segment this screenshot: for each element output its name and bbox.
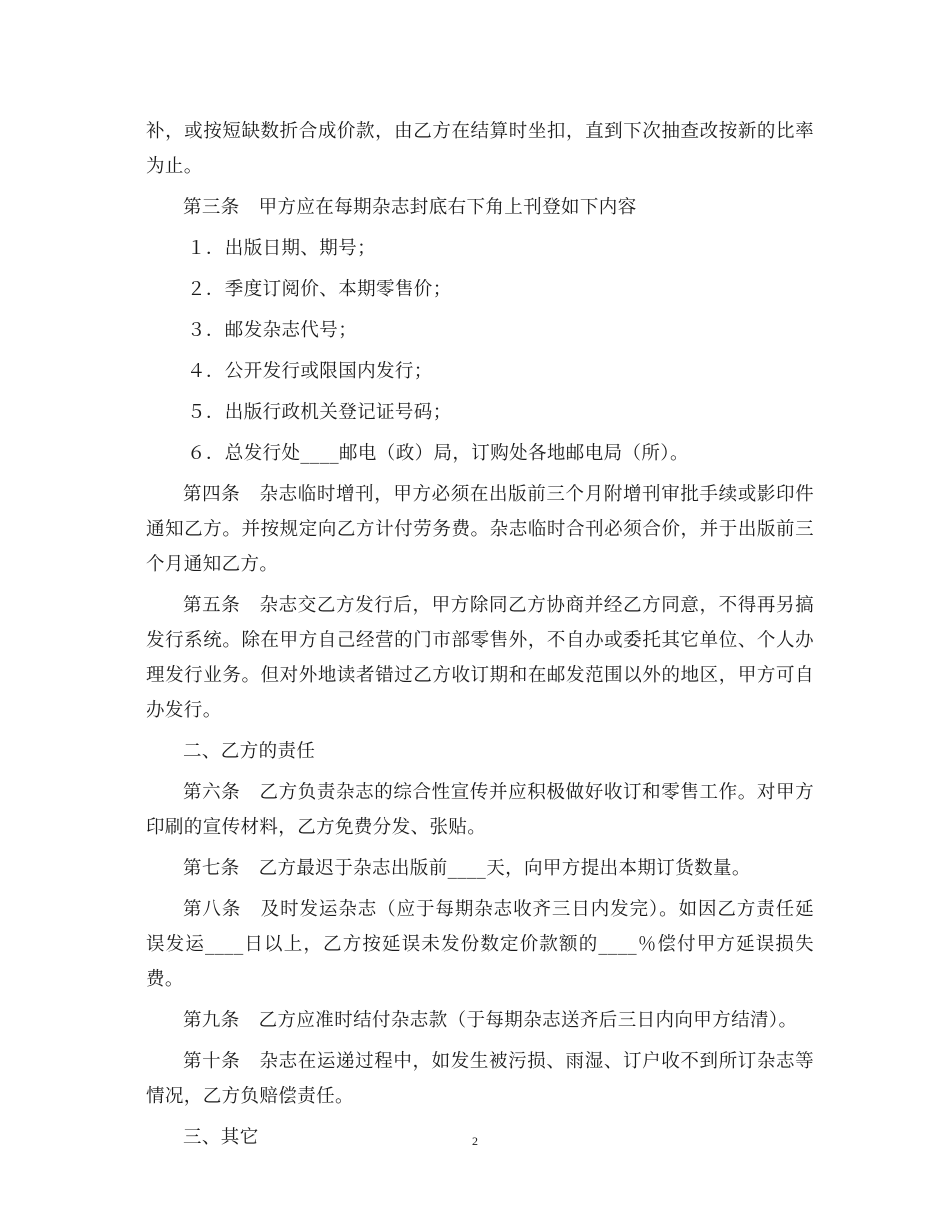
document-body [146,114,814,1161]
article-7: 第七条 乙方最迟于杂志出版前____天，向甲方提出本期订货数量。 [183,858,751,879]
article-6: 第六条 乙方负责杂志的综合性宣传并应积极做好收订和零售工作。对甲方印刷的宣传材料，乙方免费分发、张贴。 [146,782,814,838]
article-3-heading: 第三条 甲方应在每期杂志封底右下角上刊登如下内容 [183,197,637,218]
section-heading-other: 三、其它 [183,1127,259,1148]
list-item-5: ５．出版行政机关登记证号码； [187,402,452,423]
list-item-2: ２．季度订阅价、本期零售价； [187,279,452,300]
article-4: 第四条 杂志临时增刊，甲方必须在出版前三个月附增刊审批手续或影印件通知乙方。并按规定向乙方计付劳务费。杂志临时合刊必须合价，并于出版前三个月通知乙方。 [146,484,814,575]
page-number: 2 [472,1134,478,1148]
list-item-4: ４．公开发行或限国内发行； [187,361,433,382]
article-5: 第五条 杂志交乙方发行后，甲方除同乙方协商并经乙方同意，不得再另搞发行系统。除在甲方自己经营的门市部零售外，不自办或委托其它单位、个人办理发行业务。但对外地读者错过乙方收订期和在邮发范围以外的地区，甲方可自办发行。 [146,595,814,721]
article-8: 第八条 及时发运杂志（应于每期杂志收齐三日内发完）。如因乙方责任延误发运____日以上，乙方按延误未发份数定价款额的____％偿付甲方延误损失费。 [146,899,814,990]
list-item-6: ６．总发行处____邮电（政）局，订购处各地邮电局（所）。 [187,443,689,464]
paragraph-continuation: 补，或按短缺数折合成价款，由乙方在结算时坐扣，直到下次抽查改按新的比率为止。 [146,121,814,177]
article-9: 第九条 乙方应准时结付杂志款（于每期杂志送齐后三日内向甲方结清）。 [183,1010,798,1031]
article-10: 第十条 杂志在运递过程中，如发生被污损、雨湿、订户收不到所订杂志等情况，乙方负赔偿责任。 [146,1051,814,1107]
section-heading-party-b: 二、乙方的责任 [183,741,316,762]
list-item-3: ３．邮发杂志代号； [187,320,358,341]
list-item-1: １．出版日期、期号； [187,238,377,259]
